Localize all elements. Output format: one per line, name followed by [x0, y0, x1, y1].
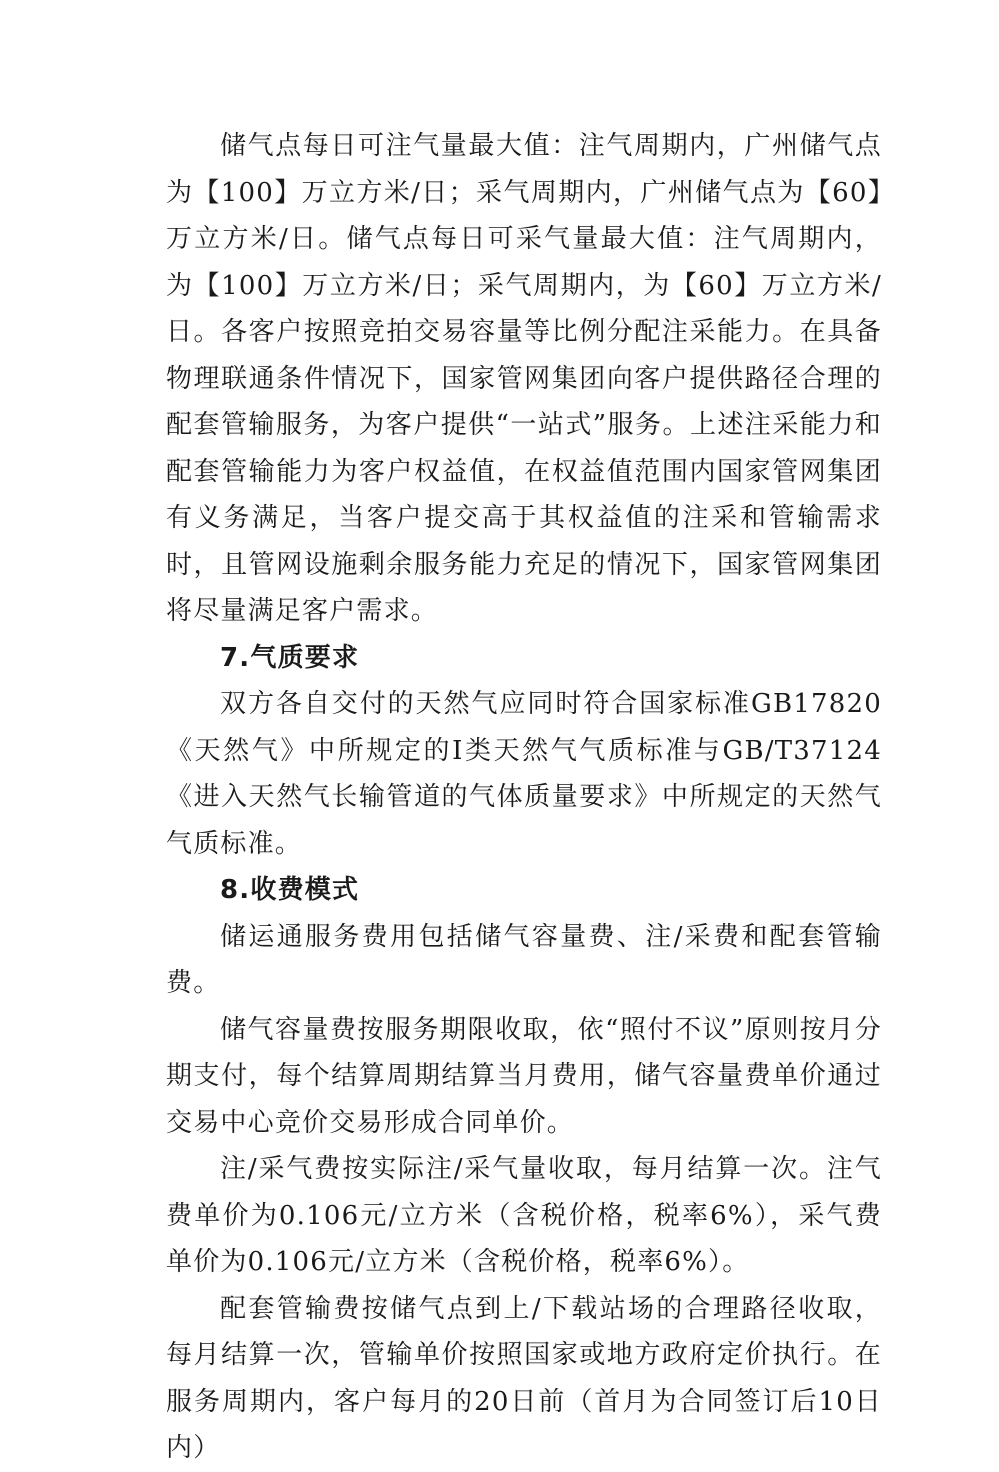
section-8-heading: 8.收费模式 [220, 875, 360, 905]
pipeline-fee-paragraph: 配套管输费按储气点到上/下载站场的合理路径收取，每月结算一次，管输单价按照国家或地方政府定价执行。在服务周期内，客户每月的20日前（首月为合同签订后10日内） [166, 1293, 882, 1463]
document-body [166, 123, 882, 1472]
injection-capacity-paragraph: 储气点每日可注气量最大值：注气周期内，广州储气点为【100】万立方米/日；采气周期内，广州储气点为【60】万立方米/日。储气点每日可采气量最大值：注气周期内，为【100】万立方米/日；采气周期内，为【60】万立方米/日。各客户按照竞拍交易容量等比例分配注采能力。在具备物理联通条件情况下，国家管网集团向客户提供路径合理的配套管输服务，为客户提供“一站式”服务。上述注采能力和配套管输能力为客户权益值，在权益值范围内国家管网集团有义务满足，当客户提交高于其权益值的注采和管输需求时，且管网设施剩余服务能力充足的情况下，国家管网集团将尽量满足客户需求。 [166, 131, 882, 626]
fee-composition-paragraph: 储运通服务费用包括储气容量费、注/采费和配套管输费。 [166, 921, 882, 998]
section-7-heading: 7.气质要求 [220, 642, 360, 673]
gas-quality-paragraph: 双方各自交付的天然气应同时符合国家标准GB17820《天然气》中所规定的Ⅰ类天然气气质标准与GB/T37124《进入天然气长输管道的气体质量要求》中所规定的天然气气质标准。 [166, 689, 882, 859]
storage-capacity-fee-paragraph: 储气容量费按服务期限收取，依“照付不议”原则按月分期支付，每个结算周期结算当月费用，储气容量费单价通过交易中心竞价交易形成合同单价。 [166, 1014, 882, 1138]
injection-withdrawal-fee-paragraph: 注/采气费按实际注/采气量收取，每月结算一次。注气费单价为0.106元/立方米（含税价格，税率6%），采气费单价为0.106元/立方米（含税价格，税率6%）。 [166, 1154, 882, 1277]
